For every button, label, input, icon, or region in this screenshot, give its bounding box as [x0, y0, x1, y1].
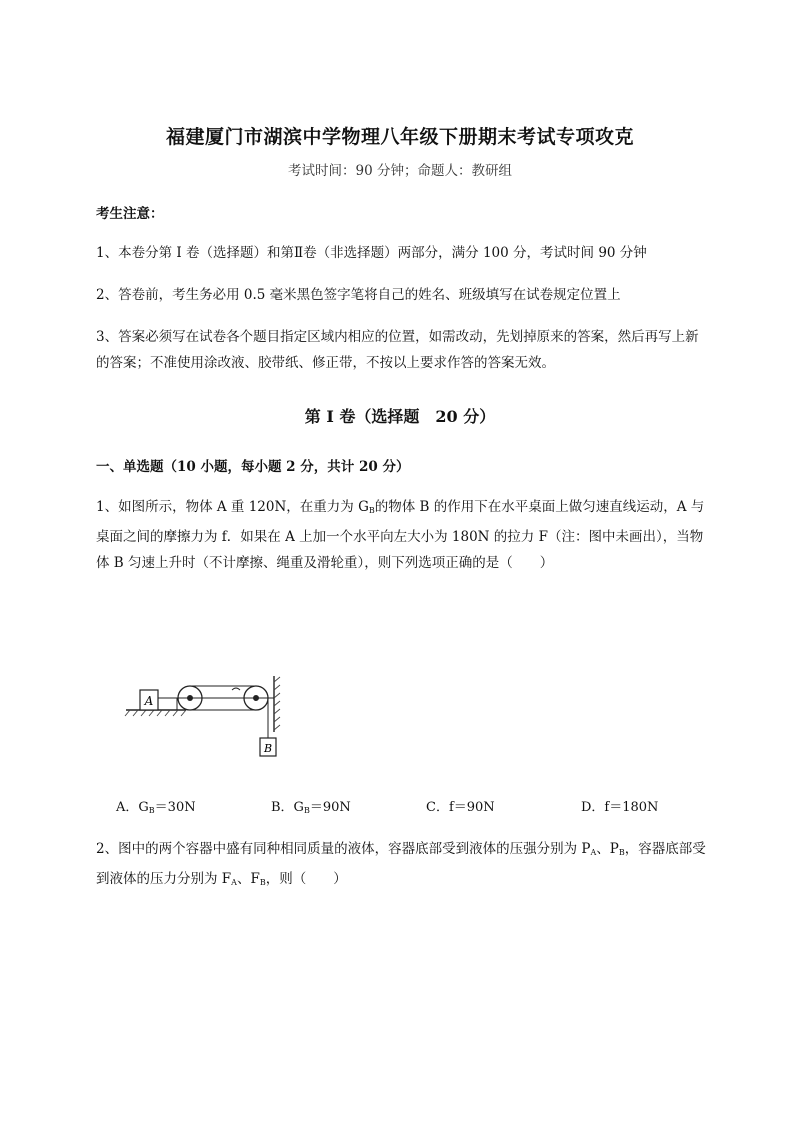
section-title: 第 I 卷（选择题 20 分） [304, 407, 496, 426]
question-1-text: 1、如图所示，物体 A 重 120N，在重力为 $G_B$的物体 B 的作用下在水平桌面上做匀速直线运动，A 与桌面之间的摩擦力为 f．如果在 A 上加一个水平向左大小为 180N 的拉力 F（注：图中未画出），当物体 B 匀速上升时（不计摩擦、绳重及滑轮重），则下列选项正确的是（ ） [96, 499, 705, 571]
exam-title: 福建厦门市湖滨中学物理八年级下册期末考试专项攻克 [165, 126, 634, 148]
option-b[interactable]: B．$G_B=90N$ [271, 800, 351, 815]
note-item-2: 2、答卷前，考生务必用 0.5 毫米黑色签字笔将自己的姓名、班级填写在试卷规定位置上 [96, 287, 621, 303]
pulley-diagram [124, 676, 294, 766]
option-c[interactable]: C．f＝90N [426, 800, 495, 815]
note-item-1: 1、本卷分第 I 卷（选择题）和第Ⅱ卷（非选择题）两部分，满分 100 分，考试时间 90 分钟 [96, 245, 647, 261]
question-2-text: 2、图中的两个容器中盛有同种相同质量的液体，容器底部受到液体的压强分别为 $P_A$、$P_B$，容器底部受到液体的压力分别为 $F_A$、$F_B$，则（ ） [96, 841, 706, 887]
part-heading: 一、单选题（10 小题，每小题 2 分，共计 20 分） [96, 459, 410, 475]
block-a-label: A [144, 694, 154, 708]
exam-subtitle: 考试时间：90 分钟；命题人：教研组 [288, 163, 512, 179]
option-a[interactable]: A．$G_B=30N$ [116, 800, 196, 815]
block-b-label: B [263, 742, 273, 755]
notes-heading: 考生注意： [96, 206, 164, 222]
note-item-3: 3、答案必须写在试卷各个题目指定区域内相应的位置，如需改动，先划掉原来的答案，然后再写上新的答案；不准使用涂改液、胶带纸、修正带，不按以上要求作答的答案无效。 [96, 329, 699, 371]
option-d[interactable]: D．f＝180N [581, 800, 659, 815]
